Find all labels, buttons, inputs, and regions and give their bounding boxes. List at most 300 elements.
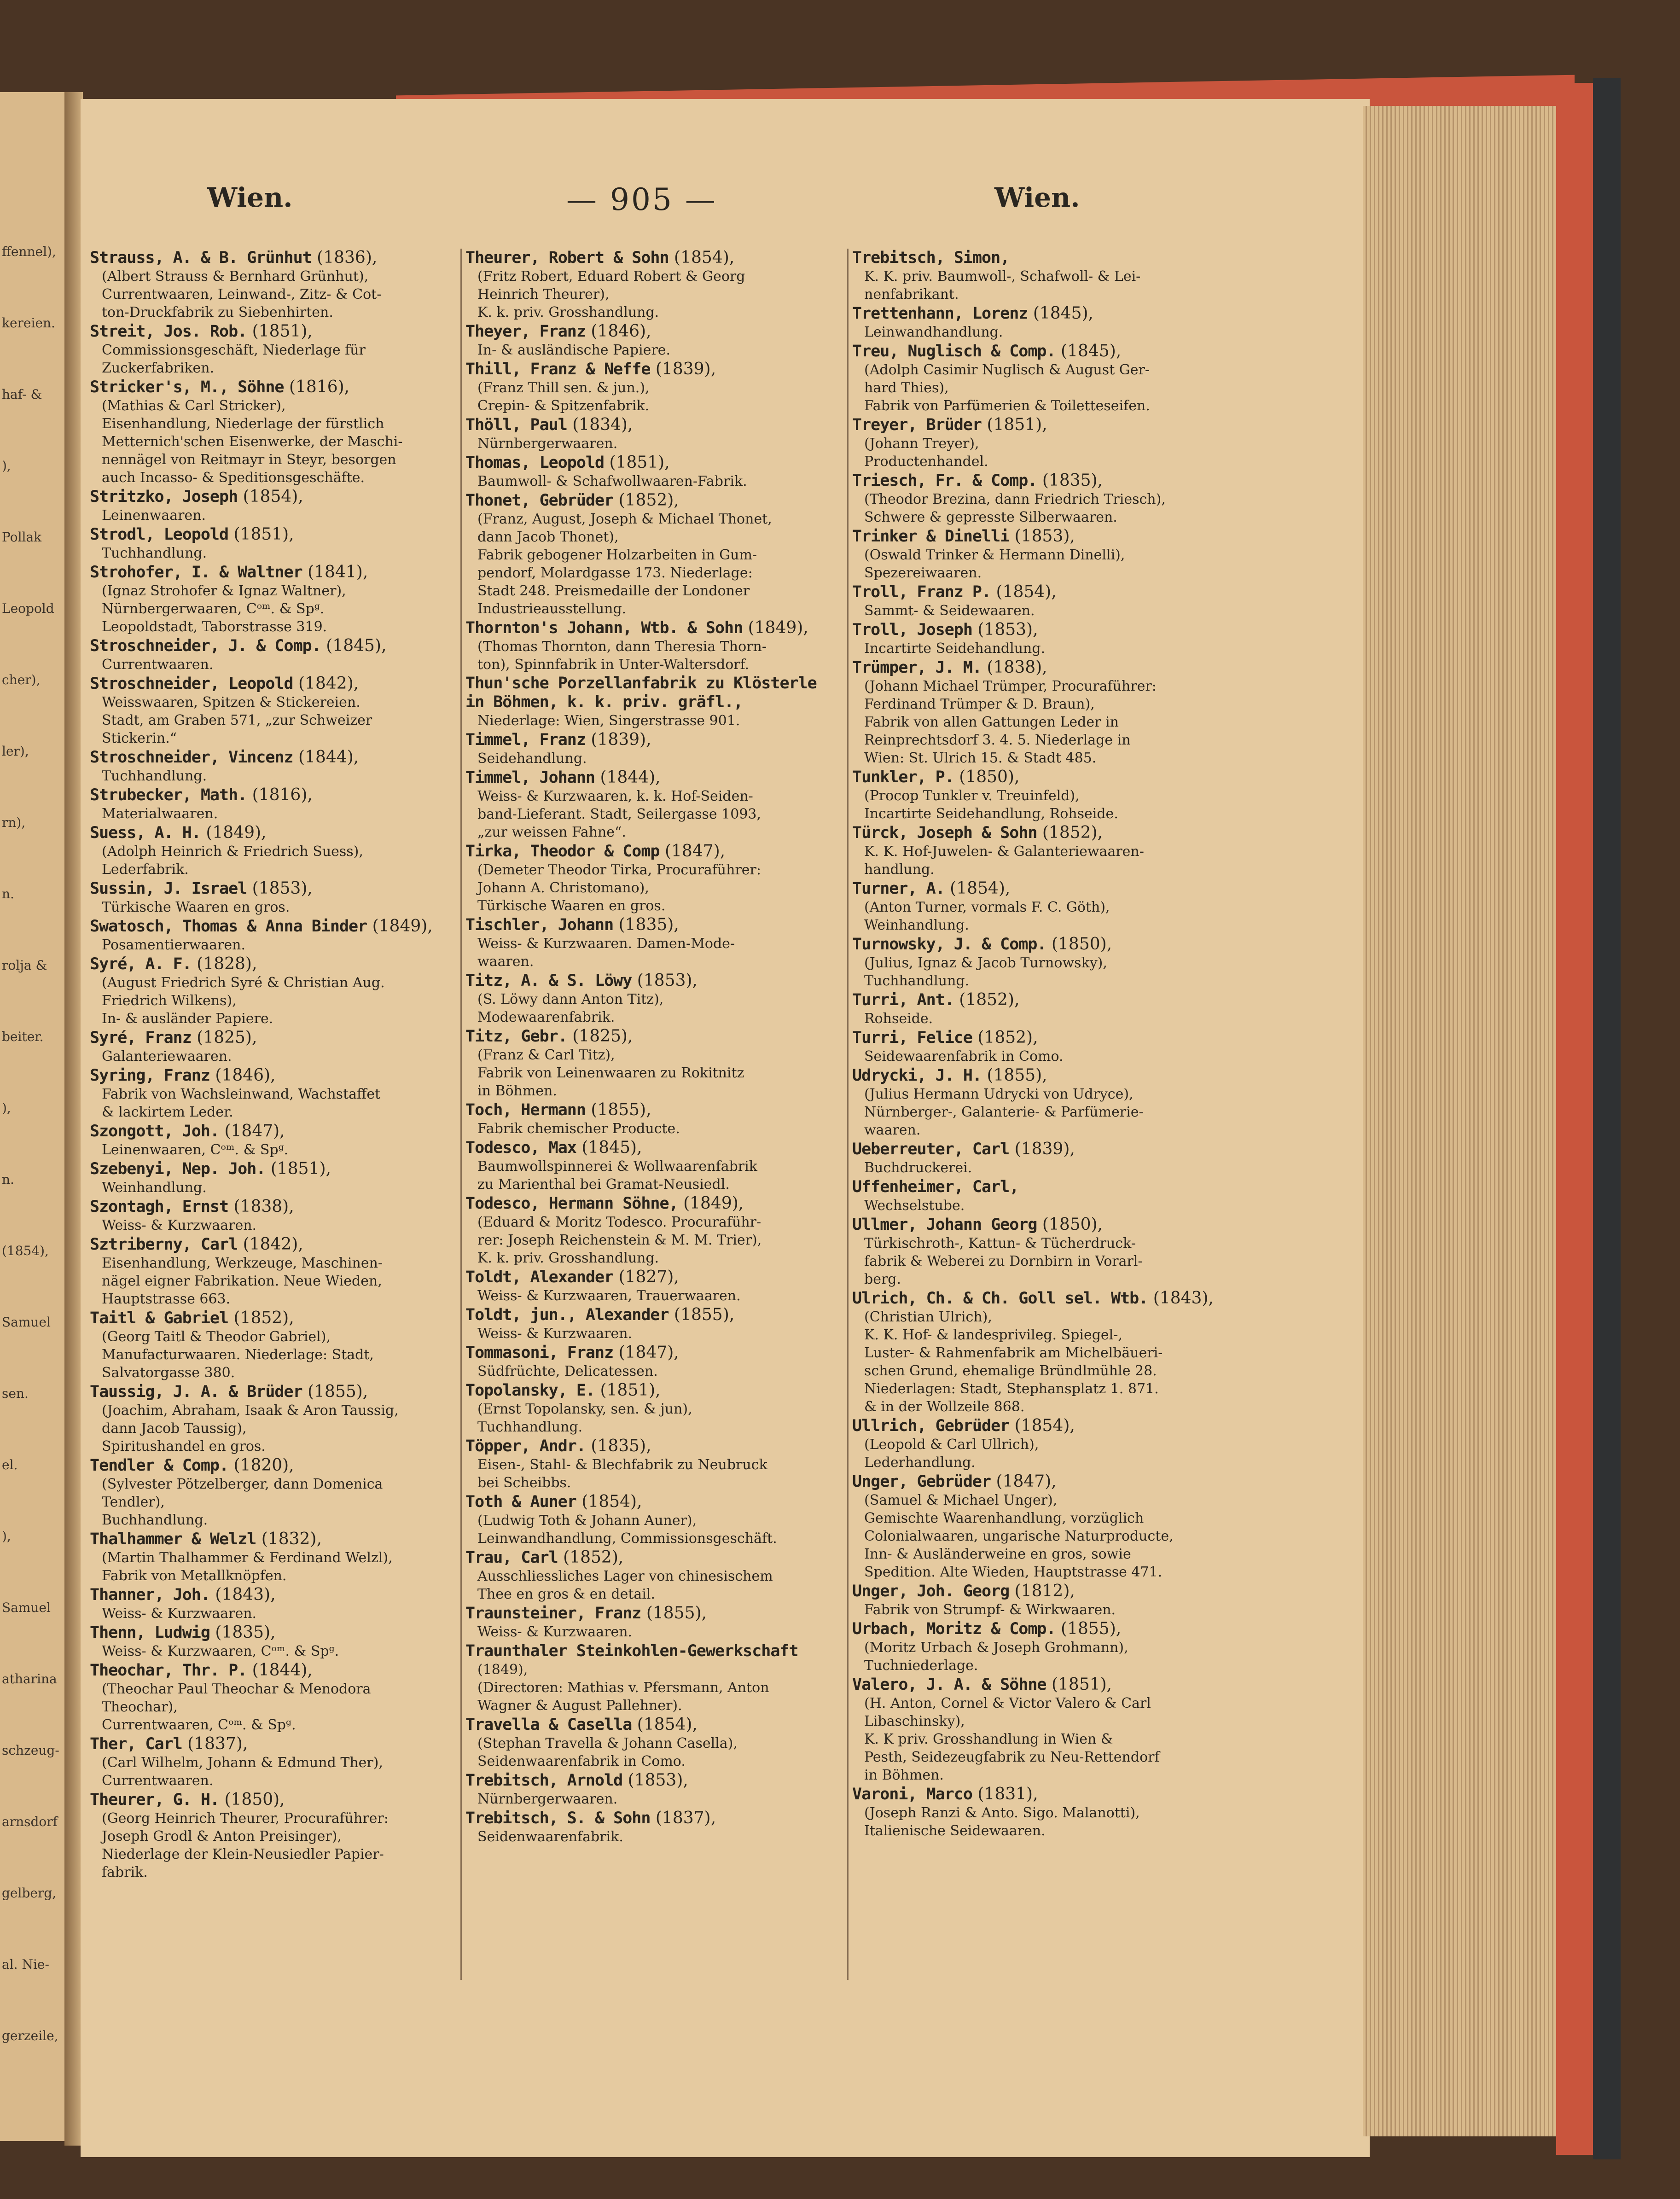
directory-entry: [852, 935, 1239, 990]
founding-year: (1850),: [219, 1790, 285, 1809]
founding-year: (1842),: [293, 674, 359, 693]
firm-name: Travella & Casella: [465, 1716, 632, 1734]
directory-entry: [90, 1029, 458, 1065]
directory-entry: [465, 1381, 843, 1436]
directory-entry: [852, 991, 1239, 1028]
firm-name: Turnowsky, J. & Comp.: [852, 935, 1046, 954]
firm-name: Syré, Franz: [90, 1029, 192, 1047]
founding-year: (1847),: [613, 1343, 679, 1362]
directory-entry: [465, 1268, 843, 1305]
founding-year: (1832),: [256, 1530, 322, 1548]
directory-entry: [90, 1586, 458, 1623]
entry-detail-line: berg.: [864, 1271, 901, 1287]
book-cover-spine: [1593, 78, 1621, 2159]
entry-detail-line: Tuchniederlage.: [864, 1658, 978, 1674]
directory-entry: [852, 824, 1239, 878]
entry-detail-line: waaren.: [864, 1122, 921, 1138]
left-page-text-fragment: Samuel: [2, 1600, 51, 1615]
entry-detail-line: Weiss- & Kurzwaaren.: [102, 1217, 257, 1233]
founding-year: (1845),: [1055, 342, 1122, 361]
founding-year: (1816),: [284, 378, 350, 396]
directory-entry: [852, 1216, 1239, 1288]
entry-detail-line: (Stephan Travella & Johann Casella),: [477, 1735, 738, 1751]
founding-year: (1854),: [944, 879, 1011, 898]
entry-detail-line: (Joachim, Abraham, Isaak & Aron Taussig,: [102, 1402, 399, 1419]
firm-name: Strubecker, Math.: [90, 786, 247, 804]
firm-name: Taitl & Gabriel: [90, 1309, 229, 1327]
directory-entry: [90, 525, 458, 562]
entry-detail-line: dann Jacob Taussig),: [102, 1420, 247, 1437]
directory-entry: [465, 731, 843, 768]
entry-detail-line: (Franz & Carl Titz),: [477, 1047, 615, 1063]
directory-entry: [852, 879, 1239, 934]
firm-name: Sztriberny, Carl: [90, 1235, 238, 1254]
entry-detail-line: (Christian Ulrich),: [864, 1309, 992, 1325]
founding-year: (1854),: [576, 1492, 642, 1511]
founding-year: (1852),: [558, 1548, 624, 1567]
entry-detail-line: Weiss- & Kurzwaaren.: [102, 1606, 257, 1622]
firm-name: Szontagh, Ernst: [90, 1198, 229, 1216]
firm-name: Trebitsch, Simon,: [852, 249, 1010, 267]
left-page-text-fragment: gerzeile,: [2, 2028, 58, 2043]
firm-name: Turner, A.: [852, 879, 945, 898]
directory-entry: [465, 972, 843, 1026]
founding-year: (1852),: [613, 491, 679, 510]
entry-detail-line: (Franz, August, Joseph & Michael Thonet,: [477, 511, 772, 527]
entry-detail-line: (Albert Strauss & Bernhard Grünhut),: [102, 268, 369, 285]
entry-detail-line: Buchdruckerei.: [864, 1160, 972, 1176]
entry-detail-line: dann Jacob Thonet),: [477, 529, 619, 545]
firm-name: Timmel, Franz: [465, 731, 586, 749]
left-page-text-fragment: Leopold: [2, 601, 54, 616]
founding-year: (1853),: [972, 620, 1038, 639]
firm-name: Titz, Gebr.: [465, 1027, 567, 1046]
firm-name: Toth & Auner: [465, 1493, 576, 1511]
founding-year: (1831),: [972, 1785, 1038, 1803]
entry-detail-line: Materialwaaren.: [102, 806, 218, 822]
entry-detail-line: (S. Löwy dann Anton Titz),: [477, 991, 664, 1007]
left-page-text-fragment: ),: [2, 1100, 11, 1116]
entry-detail-line: Seidehandlung.: [477, 750, 587, 767]
entry-detail-line: Fabrik gebogener Holzarbeiten in Gum-: [477, 547, 757, 563]
directory-column-2: [460, 249, 843, 1980]
firm-name: Troll, Franz P.: [852, 583, 991, 601]
entry-detail-line: (Theodor Brezina, dann Friedrich Triesch),: [864, 491, 1166, 507]
firm-name: Streit, Jos. Rob.: [90, 322, 247, 341]
entry-detail-line: (Georg Taitl & Theodor Gabriel),: [102, 1329, 331, 1345]
firm-name: Udrycki, J. H.: [852, 1066, 982, 1085]
entry-detail-line: Ausschliessliches Lager von chinesischem: [477, 1568, 773, 1584]
entry-detail-line: Lederhandlung.: [864, 1454, 976, 1471]
firm-name: Treyer, Brüder: [852, 416, 982, 434]
entry-detail-line: schen Grund, ehemalige Bründlmühle 28.: [864, 1363, 1157, 1379]
directory-entry: [90, 1735, 458, 1790]
firm-name: Thill, Franz & Neffe: [465, 360, 651, 378]
entry-detail-line: Wien: St. Ulrich 15. & Stadt 485.: [864, 750, 1097, 766]
entry-detail-line: band-Lieferant. Stadt, Seilergasse 1093,: [477, 806, 762, 822]
entry-detail-line: Eisenhandlung, Niederlage der fürstlich: [102, 416, 384, 432]
founding-year: (1854),: [991, 582, 1057, 601]
left-page-text-fragment: n.: [2, 886, 14, 902]
firm-name: Töpper, Andr.: [465, 1437, 586, 1455]
left-page-text-fragment: rolja &: [2, 958, 47, 973]
directory-entry: [465, 1716, 843, 1770]
entry-detail-line: Rohseide.: [864, 1011, 933, 1027]
entry-detail-line: (Martin Thalhammer & Ferdinand Welzl),: [102, 1550, 393, 1566]
firm-name: Turri, Ant.: [852, 991, 954, 1009]
firm-name: Theurer, Robert & Sohn: [465, 249, 669, 267]
directory-entry: [465, 1548, 843, 1603]
entry-detail-line: Thee en gros & en detail.: [477, 1586, 656, 1602]
directory-entry: [90, 1456, 458, 1529]
entry-detail-line: nenfabrikant.: [864, 286, 959, 303]
founding-year: (1828),: [191, 954, 257, 973]
founding-year: (1854),: [632, 1715, 698, 1734]
firm-name: Trettenhann, Lorenz: [852, 304, 1028, 323]
left-page-text-fragment: kereien.: [2, 315, 55, 331]
directory-entry: [852, 249, 1239, 303]
entry-detail-line: (Carl Wilhelm, Johann & Edmund Ther),: [102, 1755, 384, 1771]
entry-detail-line: Currentwaaren.: [102, 1773, 214, 1789]
entry-detail-line: (Julius Hermann Udrycki von Udryce),: [864, 1086, 1134, 1102]
founding-year: (1841),: [302, 563, 368, 582]
firm-name: Thomas, Leopold: [465, 454, 605, 472]
firm-name: Thun'sche Porzellanfabrik zu Klösterle in Böhmen, k. k. priv. gräfl.,: [465, 674, 817, 711]
entry-detail-line: Tuchhandlung.: [102, 768, 207, 784]
entry-detail-line: (Directoren: Mathias v. Pfersmann, Anton: [477, 1680, 769, 1696]
founding-year: (1842),: [238, 1235, 303, 1254]
entry-detail-line: Weiss- & Kurzwaaren. Damen-Mode-: [477, 936, 735, 952]
firm-name: Ullmer, Johann Georg: [852, 1216, 1037, 1234]
entry-detail-line: (Ignaz Strohofer & Ignaz Waltner),: [102, 583, 346, 599]
entry-detail-line: Commissionsgeschäft, Niederlage für: [102, 342, 366, 358]
left-page-text-fragment: Pollak: [2, 529, 42, 545]
directory-entry: [465, 1437, 843, 1492]
entry-detail-line: (Adolph Casimir Nuglisch & August Ger-: [864, 362, 1150, 378]
firm-name: Stritzko, Joseph: [90, 488, 238, 506]
founding-year: (1851),: [595, 1381, 661, 1400]
entry-detail-line: fabrik.: [102, 1864, 148, 1880]
directory-entry: [852, 1582, 1239, 1619]
entry-detail-line: (Ludwig Toth & Johann Auner),: [477, 1513, 697, 1529]
founding-year: (1855),: [669, 1305, 735, 1324]
entry-detail-line: Niederlagen: Stadt, Stephansplatz 1. 871.: [864, 1381, 1159, 1397]
entry-detail-line: Spiritushandel en gros.: [102, 1438, 266, 1454]
entry-detail-line: Johann A. Christomano),: [477, 880, 649, 896]
firm-name: Unger, Joh. Georg: [852, 1582, 1010, 1600]
firm-name: Strauss, A. & B. Grünhut: [90, 249, 312, 267]
entry-detail-line: bei Scheibbs.: [477, 1475, 571, 1491]
entry-detail-line: (Eduard & Moritz Todesco. Procuraführ-: [477, 1214, 762, 1230]
entry-detail-line: In- & ausländer Papiere.: [102, 1011, 273, 1027]
entry-detail-line: Libaschinsky),: [864, 1713, 965, 1729]
directory-entry: [852, 1675, 1239, 1784]
entry-detail-line: Salvatorgasse 380.: [102, 1365, 235, 1381]
founding-year: (1852),: [1037, 823, 1103, 842]
entry-detail-line: Seidenwaarenfabrik in Como.: [477, 1753, 686, 1769]
header-city-left: Wien.: [207, 182, 293, 213]
directory-column-1: [90, 249, 458, 1980]
entry-detail-line: Currentwaaren, Leinwand-, Zitz- & Cot-: [102, 286, 382, 303]
entry-detail-line: Buchhandlung.: [102, 1512, 208, 1528]
directory-entry: [90, 1066, 458, 1121]
directory-entry: [90, 1530, 458, 1585]
directory-entry: [852, 768, 1239, 823]
founding-year: (1844),: [293, 748, 359, 767]
directory-entry: [90, 637, 458, 674]
entry-detail-line: K. K. Hof- & landesprivileg. Spiegel-,: [864, 1327, 1122, 1343]
entry-detail-line: Türkische Waaren en gros.: [477, 898, 666, 914]
founding-year: (1855),: [1055, 1619, 1122, 1638]
founding-year: (1851),: [982, 415, 1047, 434]
directory-entry: [852, 1066, 1239, 1139]
founding-year: (1853),: [1009, 527, 1075, 546]
founding-year: (1851),: [265, 1159, 331, 1178]
founding-year: (1838),: [982, 658, 1047, 677]
founding-year: (1845),: [320, 636, 387, 655]
founding-year: (1847),: [659, 842, 726, 861]
entry-detail-line: Tuchhandlung.: [102, 545, 207, 561]
founding-year: (1837),: [650, 1809, 716, 1827]
founding-year: (1827),: [613, 1268, 679, 1286]
directory-entry: [852, 1785, 1239, 1840]
directory-entry: [90, 675, 458, 747]
firm-name: Ullrich, Gebrüder: [852, 1417, 1010, 1435]
entry-detail-line: (Procop Tunkler v. Treuinfeld),: [864, 788, 1080, 804]
founding-year: (1816),: [247, 785, 313, 804]
firm-name: Topolansky, E.: [465, 1381, 595, 1400]
left-page-text-fragment: Samuel: [2, 1315, 51, 1330]
directory-entry: [852, 1289, 1239, 1416]
entry-detail-line: & in der Wollzeile 868.: [864, 1399, 1025, 1415]
entry-detail-line: (Joseph Ranzi & Anto. Sigo. Malanotti),: [864, 1805, 1140, 1821]
directory-entry: [465, 1771, 843, 1808]
firm-name: Taussig, J. A. & Brüder: [90, 1383, 302, 1401]
directory-entry: [90, 879, 458, 916]
entry-detail-line: Leinwandhandlung, Commissionsgeschäft.: [477, 1530, 777, 1547]
directory-entry: [465, 360, 843, 415]
founding-year: (1825),: [567, 1027, 633, 1046]
entry-detail-line: Galanteriewaaren.: [102, 1048, 232, 1065]
entry-detail-line: K. K priv. Grosshandlung in Wien &: [864, 1731, 1113, 1747]
entry-detail-line: Weiss- & Kurzwaaren, Trauerwaaren.: [477, 1288, 741, 1304]
directory-entry: [90, 1309, 458, 1382]
founding-year: (1849),: [678, 1194, 744, 1213]
entry-detail-line: Joseph Grodl & Anton Preisinger),: [102, 1828, 342, 1844]
firm-name: Troll, Joseph: [852, 621, 972, 639]
founding-year: (1835),: [209, 1623, 276, 1642]
directory-entry: [852, 621, 1239, 657]
firm-name: Triesch, Fr. & Comp.: [852, 471, 1037, 490]
left-page-text-fragment: sen.: [2, 1386, 29, 1401]
left-page-text-fragment: ),: [2, 1529, 11, 1544]
left-page-text-fragment: beiter.: [2, 1029, 44, 1044]
entry-detail-line: (Georg Heinrich Theurer, Procuraführer:: [102, 1810, 389, 1827]
entry-detail-line: Schwere & gepresste Silberwaaren.: [864, 509, 1117, 525]
firm-name: Tommasoni, Franz: [465, 1344, 614, 1362]
directory-entry: [90, 955, 458, 1028]
entry-detail-line: (Sylvester Pötzelberger, dann Domenica: [102, 1476, 383, 1492]
directory-entry: [852, 658, 1239, 767]
header-city-right: Wien.: [994, 182, 1080, 213]
entry-detail-line: Hauptstrasse 663.: [102, 1291, 231, 1307]
directory-entry: [465, 916, 843, 971]
entry-detail-line: & lackirtem Leder.: [102, 1104, 233, 1120]
entry-detail-line: (Leopold & Carl Ullrich),: [864, 1437, 1039, 1453]
entry-detail-line: (Thomas Thornton, dann Theresia Thorn-: [477, 639, 767, 655]
firm-name: Theyer, Franz: [465, 322, 586, 341]
founding-year: (1851),: [604, 453, 670, 472]
firm-name: Türck, Joseph & Sohn: [852, 824, 1037, 842]
entry-detail-line: (Johann Treyer),: [864, 436, 979, 452]
founding-year: (1835),: [1037, 471, 1103, 490]
entry-detail-line: Zuckerfabriken.: [102, 360, 215, 376]
directory-entry: [90, 249, 458, 321]
founding-year: (1849),: [743, 618, 808, 637]
firm-name: Treu, Nuglisch & Comp.: [852, 342, 1056, 361]
entry-detail-line: Ferdinand Trümper & D. Braun),: [864, 696, 1095, 712]
directory-entry: [465, 1493, 843, 1547]
entry-detail-line: Leinenwaaren.: [102, 507, 206, 524]
founding-year: (1849),: [367, 917, 433, 936]
entry-detail-line: Colonialwaaren, ungarische Naturproducte,: [864, 1528, 1174, 1544]
firm-name: Toch, Hermann: [465, 1101, 586, 1119]
entry-detail-line: Industrieausstellung.: [477, 601, 627, 617]
founding-year: (1839),: [650, 360, 716, 378]
directory-entry: [465, 842, 843, 915]
entry-detail-line: Stadt 248. Preismedaille der Londoner: [477, 583, 750, 599]
entry-detail-line: (Adolph Heinrich & Friedrich Suess),: [102, 844, 363, 860]
left-page-text-fragment: ),: [2, 458, 11, 473]
founding-year: (1849),: [200, 823, 267, 842]
firm-name: Thenn, Ludwig: [90, 1623, 210, 1642]
directory-entry: [90, 1661, 458, 1734]
left-page-text-fragment: ler),: [2, 744, 29, 759]
entry-detail-line: auch Incasso- & Speditionsgeschäfte.: [102, 470, 365, 486]
entry-detail-line: pendorf, Molardgasse 173. Niederlage:: [477, 565, 753, 581]
entry-detail-line: K. k. priv. Grosshandlung.: [477, 304, 659, 320]
founding-year: (1851),: [247, 322, 313, 341]
firm-name: Tunkler, P.: [852, 768, 954, 786]
founding-year: (1843),: [1148, 1289, 1214, 1308]
directory-entry: [465, 768, 843, 841]
firm-name: Titz, A. & S. Löwy: [465, 972, 632, 990]
directory-entry: [465, 1027, 843, 1100]
book-gutter: [64, 92, 83, 2146]
founding-year: (1835),: [585, 1437, 651, 1455]
left-page-text-fragment: atharina: [2, 1671, 57, 1687]
founding-year: (1820),: [228, 1456, 294, 1475]
firm-name: Thanner, Joh.: [90, 1586, 210, 1604]
founding-year: (1846),: [585, 322, 651, 341]
entry-detail-line: Incartirte Seidehandlung, Rohseide.: [864, 806, 1118, 822]
entry-detail-line: Fabrik von Metallknöpfen.: [102, 1568, 287, 1584]
directory-entry: [90, 1160, 458, 1197]
entry-detail-line: Eisen-, Stahl- & Blechfabrik zu Neubruck: [477, 1457, 767, 1473]
firm-name: Ther, Carl: [90, 1735, 182, 1753]
directory-entry: [90, 1791, 458, 1881]
entry-detail-line: Nürnbergerwaaren.: [477, 1791, 618, 1807]
entry-detail-line: Metternich'schen Eisenwerke, der Maschi-: [102, 434, 403, 450]
entry-detail-line: K. k. priv. Grosshandlung.: [477, 1250, 659, 1266]
directory-entry: [465, 1344, 843, 1380]
directory-entry: [90, 1623, 458, 1660]
entry-detail-line: (Mathias & Carl Stricker),: [102, 398, 286, 414]
entry-detail-line: Nürnbergerwaaren.: [477, 436, 618, 452]
entry-detail-line: zu Marienthal bei Gramat-Neusiedl.: [477, 1176, 730, 1193]
directory-entry: [465, 675, 843, 730]
firm-name: Trümper, J. M.: [852, 658, 982, 677]
firm-name: Toldt, jun., Alexander: [465, 1306, 669, 1324]
founding-year: (1847),: [991, 1472, 1057, 1491]
firm-name: Traunsteiner, Franz: [465, 1604, 641, 1623]
entry-detail-line: Wagner & August Pallehner).: [477, 1698, 682, 1714]
directory-entry: [465, 1306, 843, 1343]
directory-entry: [852, 583, 1239, 620]
founding-year: (1855),: [982, 1066, 1047, 1085]
directory-entry: [852, 471, 1239, 526]
directory-entry: [465, 619, 843, 674]
entry-detail-line: Italienische Seidewaaren.: [864, 1823, 1046, 1839]
entry-detail-line: Tendler),: [102, 1494, 165, 1510]
directory-entry: [852, 1178, 1239, 1215]
entry-detail-line: Productenhandel.: [864, 454, 988, 470]
firm-name: Ulrich, Ch. & Ch. Goll sel. Wtb.: [852, 1289, 1148, 1308]
founding-year: (1853),: [622, 1771, 688, 1790]
entry-detail-line: Incartirte Seidehandlung.: [864, 640, 1046, 657]
founding-year: (1854),: [238, 487, 303, 506]
left-page-text-fragment: (1854),: [2, 1243, 49, 1258]
founding-year: (1852),: [972, 1028, 1038, 1047]
entry-detail-line: In- & ausländische Papiere.: [477, 342, 671, 358]
entry-detail-line: (Franz Thill sen. & jun.),: [477, 380, 650, 396]
entry-detail-line: Stadt, am Graben 571, „zur Schweizer: [102, 712, 372, 728]
founding-year: (1851),: [228, 525, 294, 544]
founding-year: (1845),: [576, 1138, 642, 1157]
firm-name: Theochar, Thr. P.: [90, 1661, 247, 1680]
entry-detail-line: Nürnberger-, Galanterie- & Parfümerie-: [864, 1104, 1144, 1120]
directory-entry: [852, 1620, 1239, 1675]
firm-name: Turri, Felice: [852, 1029, 972, 1047]
firm-name: Szongott, Joh.: [90, 1122, 220, 1140]
directory-entry: [852, 1140, 1239, 1177]
firm-name: Unger, Gebrüder: [852, 1472, 991, 1491]
directory-entry: [852, 1472, 1239, 1581]
firm-name: Szebenyi, Nep. Joh.: [90, 1160, 266, 1178]
directory-entry: [90, 1383, 458, 1455]
founding-year: (1852),: [228, 1309, 294, 1327]
founding-year: (1837),: [182, 1734, 248, 1753]
directory-entry: [852, 416, 1239, 471]
firm-name: Thornton's Johann, Wtb. & Sohn: [465, 619, 743, 637]
firm-name: Stroschneider, J. & Comp.: [90, 637, 321, 655]
entry-detail-line: ton-Druckfabrik zu Siebenhirten.: [102, 304, 333, 320]
directory-entry: [852, 1029, 1239, 1065]
directory-entry: [465, 1642, 843, 1715]
entry-detail-line: (August Friedrich Syré & Christian Aug.: [102, 975, 385, 991]
entry-detail-line: Inn- & Ausländerweine en gros, sowie: [864, 1546, 1131, 1562]
directory-entry: [465, 1101, 843, 1138]
left-page-text-fragment: el.: [2, 1457, 18, 1472]
entry-detail-line: (H. Anton, Cornel & Victor Valero & Carl: [864, 1695, 1151, 1711]
founding-year: (1825),: [191, 1028, 257, 1047]
directory-entry: [465, 1194, 843, 1267]
entry-detail-line: Nürnbergerwaaren, Cᵒᵐ. & Spᵍ.: [102, 601, 325, 617]
firm-name: Trebitsch, S. & Sohn: [465, 1809, 651, 1827]
entry-detail-line: Leopoldstadt, Taborstrasse 319.: [102, 619, 327, 635]
left-page-text-fragment: n.: [2, 1172, 14, 1187]
founding-year: (1835),: [613, 915, 679, 934]
